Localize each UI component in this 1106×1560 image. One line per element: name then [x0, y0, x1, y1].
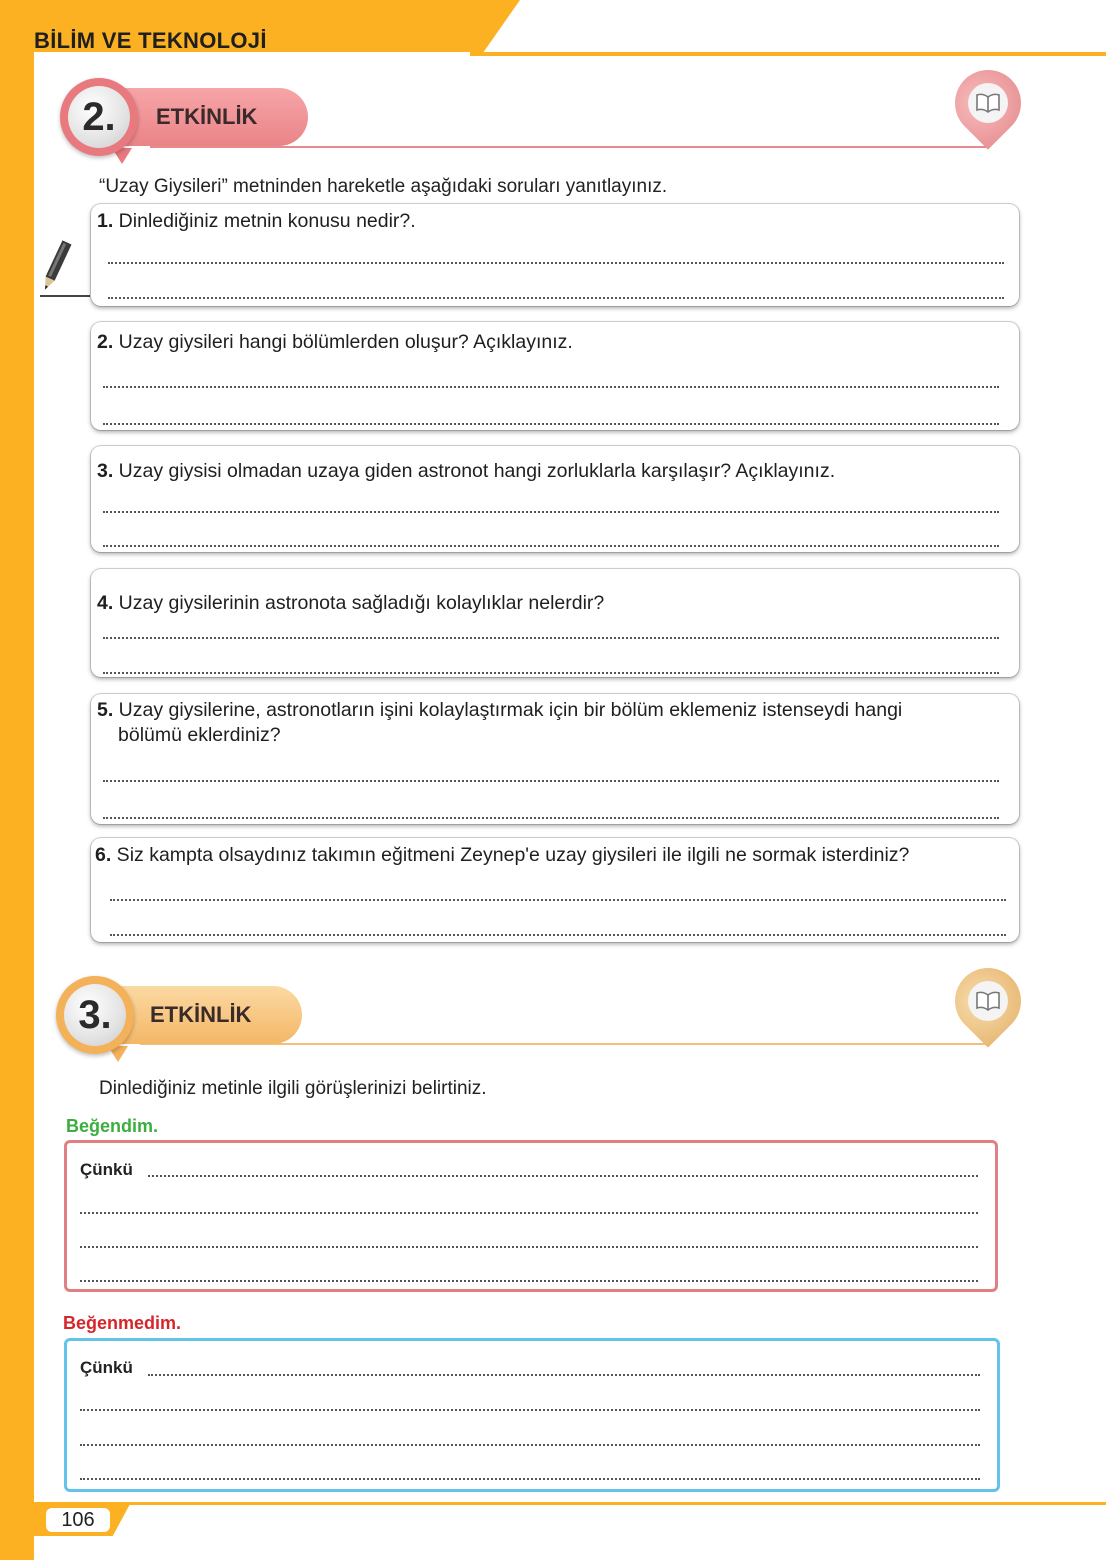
- question-5-number: 5.: [97, 699, 114, 721]
- question-1-number: 1.: [97, 210, 114, 232]
- answer-line[interactable]: [103, 545, 999, 547]
- answer-line[interactable]: [103, 386, 999, 388]
- question-3-number: 3.: [97, 460, 114, 482]
- left-margin-bar: [0, 0, 34, 1560]
- answer-line[interactable]: [108, 297, 1004, 299]
- answer-line[interactable]: [80, 1246, 978, 1248]
- question-6: [95, 843, 909, 868]
- liked-prompt: Çünkü: [80, 1160, 133, 1179]
- liked-label: Beğendim.: [66, 1116, 159, 1136]
- question-3-text: Uzay giysisi olmadan uzaya giden astronot hangi zorluklarla karşılaşır? Açıklayınız.: [113, 460, 836, 482]
- question-6-number: 6.: [95, 844, 112, 866]
- book-pin-icon: [941, 56, 1034, 149]
- answer-line[interactable]: [148, 1374, 980, 1376]
- book-icon: [975, 93, 1001, 113]
- question-4-number: 4.: [97, 592, 114, 614]
- question-5-text-cont: bölümü eklerdiniz?: [118, 724, 281, 746]
- activity2-badge: [60, 78, 138, 156]
- activity2-number: 2.: [68, 86, 130, 148]
- activity3-instruction: Dinlediğiniz metinle ilgili görüşlerinizi belirtiniz.: [99, 1078, 487, 1099]
- question-6-text: Siz kampta olsaydınız takımın eğitmeni Zeynep'e uzay giysileri ile ilgili ne sormak isterdiniz?: [111, 844, 910, 866]
- disliked-box: [64, 1338, 1000, 1492]
- answer-line[interactable]: [110, 934, 1006, 936]
- answer-line[interactable]: [103, 672, 999, 674]
- activity3-number: 3.: [64, 984, 126, 1046]
- question-2: [97, 330, 573, 355]
- answer-line[interactable]: [110, 899, 1006, 901]
- disliked-prompt: Çünkü: [80, 1358, 133, 1377]
- answer-line[interactable]: [80, 1409, 980, 1411]
- answer-line[interactable]: [103, 511, 999, 513]
- liked-box: [64, 1140, 998, 1292]
- subject-title: BİLİM VE TEKNOLOJİ: [34, 28, 267, 53]
- answer-line[interactable]: [80, 1280, 978, 1282]
- answer-line[interactable]: [148, 1175, 978, 1177]
- question-5-text: Uzay giysilerine, astronotların işini kolaylaştırmak için bir bölüm eklemeniz istenseydi hangi: [113, 699, 903, 721]
- answer-line[interactable]: [108, 262, 1004, 264]
- question-1-text: Dinlediğiniz metnin konusu nedir?.: [113, 210, 416, 232]
- disliked-label: Beğenmedim.: [63, 1313, 182, 1333]
- question-2-number: 2.: [97, 331, 114, 353]
- answer-line[interactable]: [103, 817, 999, 819]
- question-4: [97, 591, 604, 616]
- answer-line[interactable]: [103, 423, 999, 425]
- question-4-text: Uzay giysilerinin astronota sağladığı kolaylıklar nelerdir?: [113, 592, 605, 614]
- book-pin-icon: [941, 954, 1034, 1047]
- question-card-4: [91, 569, 1019, 677]
- activity2-underline: [150, 146, 988, 148]
- answer-line[interactable]: [80, 1444, 980, 1446]
- question-2-text: Uzay giysileri hangi bölümlerden oluşur? Açıklayınız.: [113, 331, 573, 353]
- header-rule: [470, 52, 1106, 56]
- activity2-instruction: “Uzay Giysileri” metninden hareketle aşağıdaki soruları yanıtlayınız.: [99, 176, 668, 197]
- page-number: 106: [46, 1508, 110, 1532]
- answer-line[interactable]: [103, 637, 999, 639]
- footer-rule: [34, 1502, 1106, 1505]
- activity2-label: ETKİNLİK: [156, 104, 258, 129]
- answer-line[interactable]: [80, 1212, 978, 1214]
- pencil-icon: [36, 236, 94, 300]
- activity3-label: ETKİNLİK: [150, 1002, 252, 1027]
- question-1: [97, 209, 416, 234]
- question-5: [97, 698, 1013, 748]
- activity3-badge: [56, 976, 134, 1054]
- book-icon: [975, 991, 1001, 1011]
- answer-line[interactable]: [80, 1478, 980, 1480]
- question-3: [97, 459, 835, 484]
- answer-line[interactable]: [103, 780, 999, 782]
